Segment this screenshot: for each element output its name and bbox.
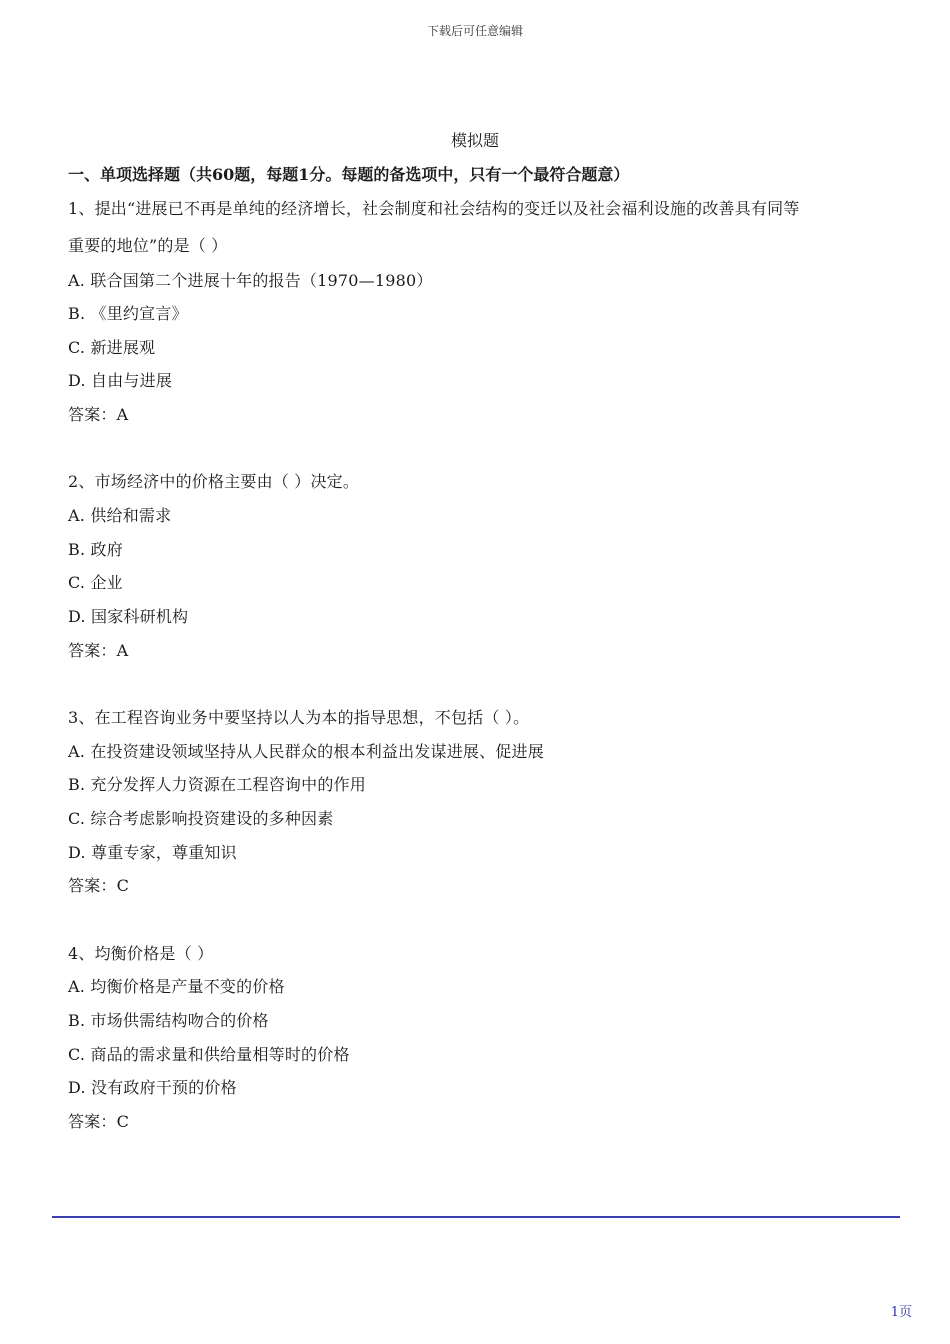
question-4-option-b: B. 市场供需结构吻合的价格 xyxy=(68,1011,269,1030)
question-4-stem: 4、均衡价格是（ ） xyxy=(68,944,214,963)
question-2-option-a: A. 供给和需求 xyxy=(68,506,172,525)
question-1-option-b: B. 《里约宣言》 xyxy=(68,304,188,323)
question-2-option-b: B. 政府 xyxy=(68,540,123,559)
question-4-option-c: C. 商品的需求量和供给量相等时的价格 xyxy=(68,1045,350,1064)
footer-divider xyxy=(52,1216,900,1218)
question-4-answer: 答案：C xyxy=(68,1112,130,1131)
question-1-option-d: D. 自由与进展 xyxy=(68,371,173,390)
page-number: 1页 xyxy=(890,1305,912,1320)
question-1-stem-line-1: 1、提出“进展已不再是单纯的经济增长，社会制度和社会结构的变迁以及社会福利设施的改善具有同等 xyxy=(68,199,800,218)
question-2-answer: 答案：A xyxy=(68,641,129,660)
question-2-option-d: D. 国家科研机构 xyxy=(68,607,189,626)
question-4-option-d: D. 没有政府干预的价格 xyxy=(68,1078,237,1097)
question-1-answer: 答案：A xyxy=(68,405,129,424)
header-note: 下载后可任意编辑 xyxy=(426,24,523,38)
question-3-option-c: C. 综合考虑影响投资建设的多种因素 xyxy=(68,809,334,828)
question-3-answer: 答案：C xyxy=(68,876,130,895)
question-3-option-b: B. 充分发挥人力资源在工程咨询中的作用 xyxy=(68,775,366,794)
question-2-stem: 2、市场经济中的价格主要由（ ）决定。 xyxy=(68,472,360,491)
question-2-option-c: C. 企业 xyxy=(68,573,123,592)
question-3-stem: 3、在工程咨询业务中要坚持以人为本的指导思想，不包括（ ）。 xyxy=(68,708,530,727)
question-1-stem-line-2: 重要的地位”的是（ ） xyxy=(68,236,228,255)
question-1-option-a: A. 联合国第二个进展十年的报告（1970—1980） xyxy=(68,271,433,290)
question-3-option-a: A. 在投资建设领域坚持从人民群众的根本利益出发谋进展、促进展 xyxy=(68,742,544,761)
question-4-option-a: A. 均衡价格是产量不变的价格 xyxy=(68,977,285,996)
document-title: 模拟题 xyxy=(450,131,499,150)
question-1-option-c: C. 新进展观 xyxy=(68,338,156,357)
question-3-option-d: D. 尊重专家，尊重知识 xyxy=(68,843,237,862)
section-heading: 一、单项选择题（共60题，每题1分。每题的备选项中，只有一个最符合题意） xyxy=(68,165,630,184)
